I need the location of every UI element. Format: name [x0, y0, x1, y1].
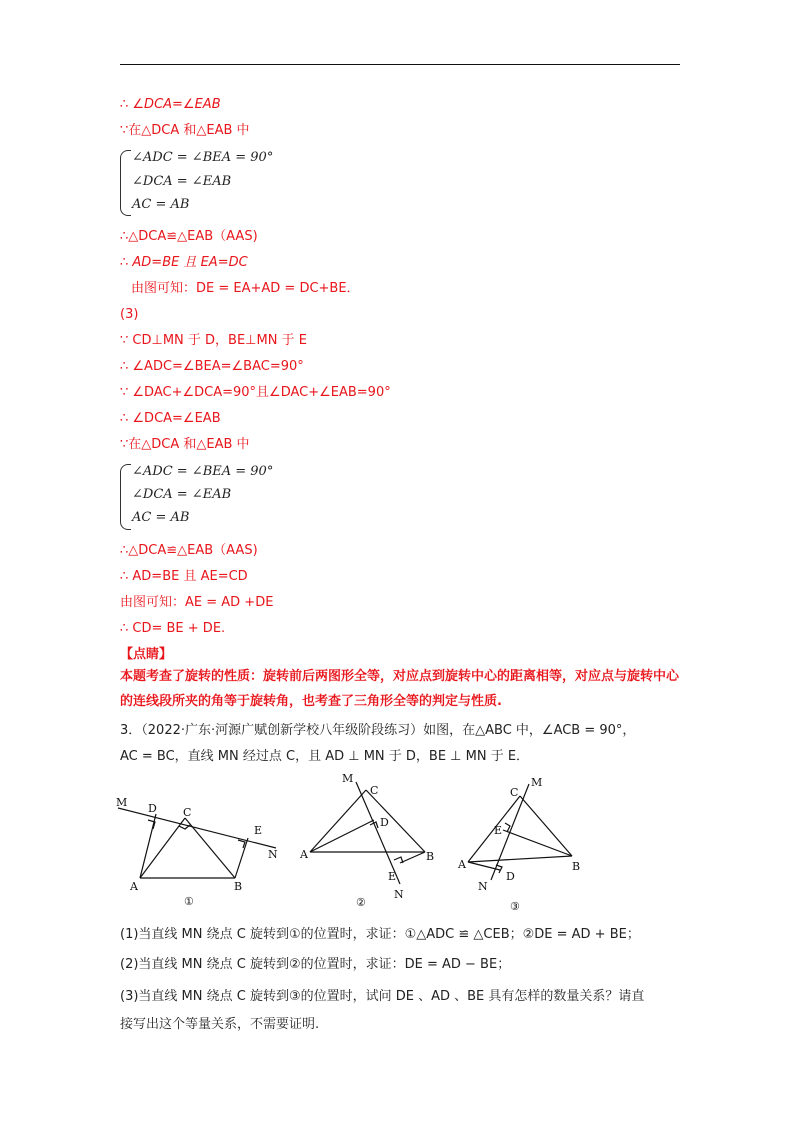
label-m: M: [531, 776, 543, 789]
label-d: D: [506, 870, 515, 883]
solution-line: ∴ ∠ADC=∠BEA=∠BAC=90°: [120, 359, 304, 374]
label-c: C: [370, 784, 379, 797]
problem-stem: AC = BC，直线 MN 经过点 C，且 AD ⊥ MN 于 D，BE ⊥ MN 于 E．: [120, 749, 530, 764]
figure-1: [118, 808, 276, 878]
label-d: D: [148, 802, 157, 815]
figure-caption: ②: [356, 896, 366, 909]
solution-line: ∴△DCA≌△EAB（AAS): [120, 229, 258, 244]
problem-stem: 3．（2022·广东·河源广赋创新学校八年级阶段练习）如图，在△ABC 中，∠ACB = 90°，: [120, 723, 636, 738]
system-line: ∠ADC = ∠BEA = 90°: [132, 464, 274, 479]
label-e: E: [494, 824, 503, 837]
question-2: (2)当直线 MN 绕点 C 旋转到②的位置时，求证：DE = AD − BE；: [120, 957, 511, 972]
label-m: M: [116, 796, 128, 809]
solution-line: ∴ CD= BE + DE.: [120, 621, 226, 636]
label-n: N: [478, 880, 488, 893]
solution-line: ∵在△DCA 和△EAB 中: [120, 437, 250, 452]
label-e: E: [388, 870, 397, 883]
solution-line: 由图可知：AE = AD +DE: [120, 595, 274, 610]
solution-line: ∴ AD=BE 且 EA=DC: [120, 255, 248, 270]
solution-line: 由图可知：DE = EA+AD = DC+BE．: [131, 281, 360, 296]
system-line: ∠DCA = ∠EAB: [132, 174, 232, 189]
figure-caption: ①: [184, 895, 194, 908]
label-a: A: [130, 880, 138, 893]
label-d: D: [380, 816, 389, 829]
label-a: A: [300, 848, 308, 861]
solution-line: ∵ CD⊥MN 于 D，BE⊥MN 于 E: [120, 333, 307, 348]
system-line: ∠DCA = ∠EAB: [132, 487, 232, 502]
label-n: N: [394, 888, 404, 901]
label-e: E: [254, 824, 263, 837]
part-label: (3): [120, 307, 139, 322]
solution-line: ∴ ∠DCA=∠EAB: [120, 97, 221, 112]
figure-caption: ③: [510, 900, 520, 913]
geometry-figures: [110, 770, 590, 918]
label-c: C: [510, 786, 519, 799]
solution-line: ∴△DCA≌△EAB（AAS): [120, 543, 258, 558]
label-b: B: [234, 880, 243, 893]
system-line: AC = AB: [132, 197, 190, 212]
comment-title: 【点睛】: [120, 647, 173, 662]
label-n: N: [268, 848, 278, 861]
system-brace: [120, 150, 131, 216]
label-m: M: [342, 772, 354, 785]
question-3-cont: 接写出这个等量关系，不需要证明.: [120, 1017, 320, 1032]
header-rule: [120, 64, 680, 65]
system-line: AC = AB: [132, 510, 190, 525]
question-1: (1)当直线 MN 绕点 C 旋转到①的位置时，求证：①△ADC ≌ △CEB；②DE = AD + BE；: [120, 927, 640, 942]
solution-line: ∴ ∠DCA=∠EAB: [120, 411, 221, 426]
label-b: B: [572, 860, 581, 873]
label-b: B: [426, 850, 435, 863]
figure-3: [468, 784, 572, 880]
solution-line: ∵在△DCA 和△EAB 中: [120, 123, 250, 138]
solution-line: ∴ AD=BE 且 AE=CD: [120, 569, 248, 584]
question-3: (3)当直线 MN 绕点 C 旋转到③的位置时，试问 DE 、AD 、BE 具有怎样的数量关系？请直: [120, 989, 645, 1004]
label-a: A: [458, 858, 466, 871]
comment-text: 本题考查了旋转的性质：旋转前后两图形全等，对应点到旋转中心的距离相等，对应点与旋转中心的连线段所夹的角等于旋转角，也考查了三角形全等的判定与性质.: [120, 669, 680, 709]
system-line: ∠ADC = ∠BEA = 90°: [132, 150, 274, 165]
figure-2: [310, 782, 425, 884]
system-brace: [120, 464, 131, 530]
solution-line: ∵ ∠DAC+∠DCA=90°且∠DAC+∠EAB=90°: [120, 385, 391, 400]
label-c: C: [183, 806, 192, 819]
